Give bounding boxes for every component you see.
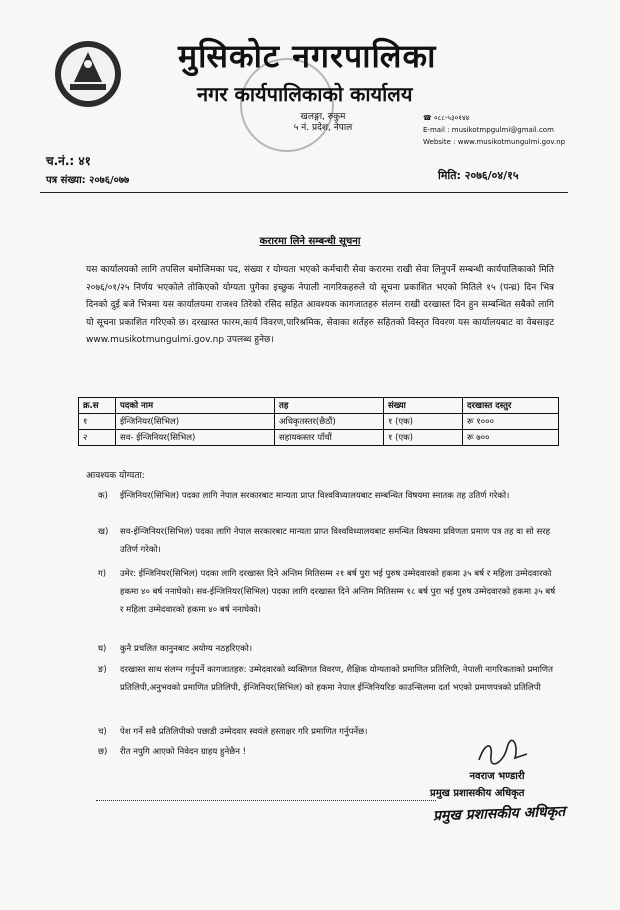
letter-date: मिति: २०७६/०४/१५ (438, 169, 519, 182)
table-header-row (79, 398, 559, 414)
col-header-fee: दरखास्त दस्तुर (463, 398, 559, 414)
address-line-2: ५ नं. प्रदेश, नेपाल (293, 123, 353, 133)
designation-stamp: प्रमुख प्रशासकीय अधिकृत (432, 803, 566, 825)
requirement-text: पेश गर्ने सवै प्रतिलिपीको पछाडी उम्मेदवार स्वयंले हस्ताक्षर गरि प्रमाणित गर्नुपर्नेछ। (120, 727, 368, 737)
col-header-count: संख्या (384, 398, 463, 414)
requirement-item (98, 661, 558, 697)
email-address: E-mail : musikotmpgulmi@gmail.com (423, 126, 554, 134)
table-cell: अधिकृतस्तर(छैठौं) (275, 414, 384, 430)
table-cell: ईन्जिनियर(सिभिल) (116, 414, 275, 430)
table-cell: १ (एक) (384, 414, 463, 430)
requirement-key: ग) (98, 569, 107, 579)
notice-subject: करारमा लिने सम्बन्धी सूचना (259, 236, 361, 247)
requirement-text: दरखास्त साथ संलग्न गर्नुपर्ने कागजातहरु: उम्मेदवारको व्यक्तिगत विवरण, शैक्षिक योग्यताको प्रमाणित प्रतिलिपी, नेपाली नागरिकताको प्रमाणित प्रतिलिपी,अनुभवको प्रमाणित प्रतिलिपी, ईन्जिनियर(सिभिल) को हकमा नेपाल ईन्जिनियरिङ काउन्सिलमा दर्ता भएको प्रमाणपत्रको प्रतिलिपी (120, 665, 553, 693)
requirements-heading: आवश्यक योग्यता: (86, 471, 145, 481)
table-cell: १ (एक) (384, 430, 463, 446)
website-address: Website : www.musikotmungulmi.gov.np (423, 138, 566, 146)
requirement-key: क) (98, 491, 108, 501)
header-divider (40, 192, 568, 193)
requirement-key: ङ) (98, 665, 107, 675)
requirement-item (98, 640, 558, 658)
office-subtitle: नगर कार्यपालिकाको कार्यालय (197, 82, 413, 106)
requirement-text: सव-ईन्जिनियर(सिभिल) पदका लागि नेपाल सरकारबाट मान्यता प्राप्त विश्वविध्यालयबाट समन्धित विषयमा प्रविणता प्रमाण पत्र तह वा सो सरह उतिर्ण गरेको। (120, 527, 551, 555)
col-header-post: पदको नाम (116, 398, 275, 414)
requirement-text: ईन्जिनियर(सिभिल) पदका लागि नेपाल सरकारबाट मान्यता प्राप्त विश्वविध्यालयबाट सम्बन्धित विषयमा स्नातक तह उतिर्ण गरेको। (120, 491, 510, 501)
requirement-key: च) (98, 727, 107, 737)
requirement-item (98, 565, 558, 619)
office-address (268, 112, 378, 134)
requirement-key: छ) (98, 747, 108, 757)
contact-block (423, 112, 565, 148)
notice-body: यस कार्यालयको लागि तपसिल बमोजिमका पद, संख्या र योग्यता भएको कर्मचारी सेवा करारमा राखी सेवा लिनुपर्ने सम्बन्धी कार्यपालिकाको मिति २०७६/०१/२५ निर्णय भएकोले तोकिएको योग्यता पुगेका इच्छुक नेपाली नागरिकहरुले यो सूचना प्रकाशित भएको मितिले १५ (पन्ध्र) दिन भित्र दिनको दुई बजे भित्रमा यस कार्यालयमा राजश्व तिरेको रसिद सहित आवश्यक कागजातहरु संलग्न राखी दरखास्त दिन हुन सम्बन्धित सबैको लागि यो सूचना प्रकाशित गरिएको छ। दरखास्त फारम,कार्य विवरण,पारिश्रमिक, सेवाका शर्तहरु सहितको विस्तृत विवरण यस कार्यालयबाट वा वेबसाइट www.musikotmungulmi.gov.np उपलब्ध हुनेछ। (86, 265, 554, 345)
positions-table (78, 397, 559, 446)
table-cell: २ (79, 430, 116, 446)
handwritten-signature (475, 738, 531, 768)
letter-number: पत्र संख्या: २०७६/०७७ (46, 175, 130, 186)
requirement-key: ख) (98, 527, 109, 537)
requirement-key: घ) (98, 644, 107, 654)
municipality-title: मुसिकोट नगरपालिका (178, 37, 437, 75)
requirement-text: रीत नपुगि आएको निवेदन ग्राहय हुनेछैन ! (120, 747, 247, 757)
table-cell: रू ७०० (463, 430, 559, 446)
dotted-line (96, 800, 436, 801)
address-line-1: खलङ्गा, रुकुम (300, 112, 346, 122)
municipality-emblem-icon (52, 38, 124, 110)
table-cell: रू १००० (463, 414, 559, 430)
requirement-item (98, 487, 558, 505)
requirement-item (98, 743, 428, 761)
table-row (79, 414, 559, 430)
signatory-post: प्रमुख प्रशासकीय अधिकृत (430, 788, 525, 799)
col-header-level: तह (275, 398, 384, 414)
table-cell: सहायकस्तर पाँचौं (275, 430, 384, 446)
phone-number: ☎ ०८८-५३०१४४ (423, 114, 470, 122)
reference-number: च.नं.: ४१ (46, 154, 91, 168)
requirement-text: उमेर: ईन्जिनियर(सिभिल) पदका लागि दरखास्त दिने अन्तिम मितिसम्म २१ बर्ष पुरा भई पुरुष उम्मेदवारको हकमा ३५ बर्ष र महिला उम्मेदवारको हकमा ४० बर्ष ननाघेको। सव-ईन्जिनियर(सिभिल) पदका लागि दरखास्त दिने अन्तिम मितिसम्म १८ बर्ष पुरा भई पुरुष उम्मेदवारको हकमा ३५ बर्ष र महिला उम्मेदवारको हकमा ४० बर्ष ननाघेको। (120, 569, 556, 615)
requirement-item (98, 523, 558, 559)
requirement-text: कुनै प्रचलित कानुनबाट अयोग्य नठहरिएको। (120, 644, 253, 654)
signatory-name: नवराज भण्डारी (469, 771, 525, 782)
table-cell: १ (79, 414, 116, 430)
table-cell: सव- ईन्जिनियर(सिभिल) (116, 430, 275, 446)
col-header-sn: क्र.स (79, 398, 116, 414)
table-row (79, 430, 559, 446)
